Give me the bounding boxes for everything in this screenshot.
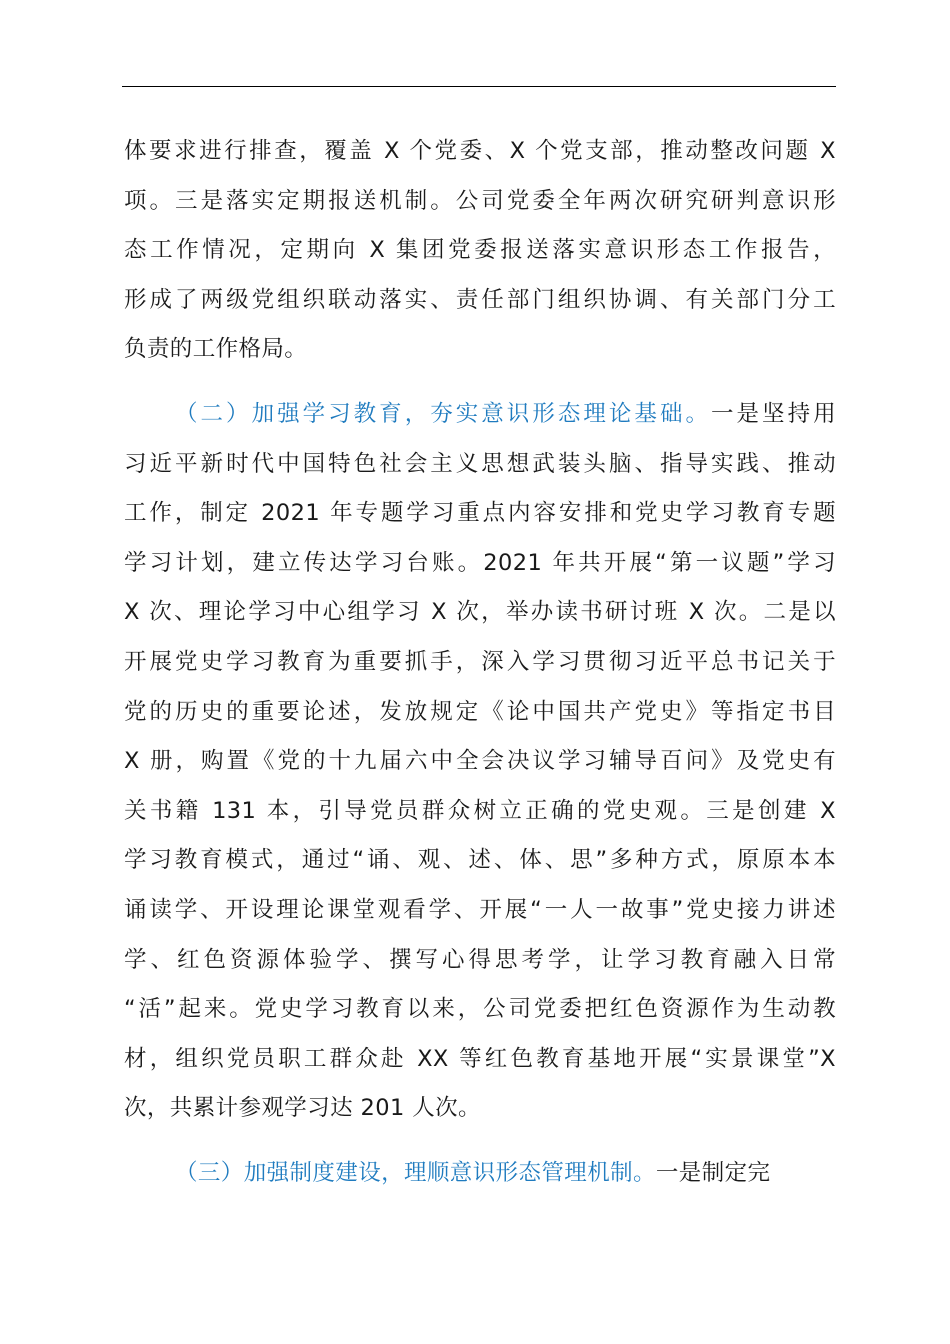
text-line: 关书籍 131 本，引导党员群众树立正确的党史观。三是创建 X: [124, 797, 836, 824]
text-line: 项。三是落实定期报送机制。公司党委全年两次研究研判意识形: [124, 187, 836, 214]
paragraph-2: [124, 390, 836, 1134]
text-line: 体要求进行排查，覆盖 X 个党委、X 个党支部，推动整改问题 X: [124, 138, 836, 164]
text-line: “活”起来。党史学习教育以来，公司党委把红色资源作为生动教: [124, 996, 836, 1023]
text-line: 学习教育模式，通过“诵、观、述、体、思”多种方式，原原本本: [124, 847, 836, 874]
text-line: 材，组织党员职工群众赴 XX 等红色教育基地开展“实景课堂”X: [124, 1045, 836, 1072]
text-line: 习近平新时代中国特色社会主义思想武装头脑、指导实践、推动: [124, 450, 836, 477]
text-line: 诵读学、开设理论课堂观看学、开展“一人一故事”党史接力讲述: [124, 896, 836, 923]
text-line: 次，共累计参观学习达 201 人次。: [124, 1095, 481, 1122]
section-heading-3: （三）加强制度建设，理顺意识形态管理机制。: [175, 1159, 656, 1186]
document-body: [124, 127, 836, 1198]
text-span: 一是坚持用: [711, 400, 836, 427]
paragraph-1: [124, 127, 836, 375]
text-line: 工作，制定 2021 年专题学习重点内容安排和党史学习教育专题: [124, 500, 836, 527]
text-line: X 册，购置《党的十九届六中全会决议学习辅导百问》及党史有: [124, 748, 836, 775]
text-line: 学、红色资源体验学、撰写心得思考学，让学习教育融入日常: [124, 946, 836, 973]
text-line: [124, 1149, 836, 1199]
text-line: 党的历史的重要论述，发放规定《论中国共产党史》等指定书目: [124, 698, 836, 725]
text-line: 开展党史学习教育为重要抓手，深入学习贯彻习近平总书记关于: [124, 648, 836, 675]
text-line: 负责的工作格局。: [124, 336, 308, 363]
header-rule: [122, 86, 836, 87]
text-line: [124, 390, 836, 440]
text-line: X 次、理论学习中心组学习 X 次，举办读书研讨班 X 次。二是以: [124, 599, 836, 626]
section-heading-2: （二）加强学习教育，夯实意识形态理论基础。: [175, 400, 711, 427]
text-line: 形成了两级党组织联动落实、责任部门组织协调、有关部门分工: [124, 286, 836, 313]
text-line: 学习计划，建立传达学习台账。2021 年共开展“第一议题”学习: [124, 549, 836, 576]
text-line: 态工作情况，定期向 X 集团党委报送落实意识形态工作报告，: [124, 237, 836, 264]
paragraph-3: [124, 1149, 836, 1199]
text-span: 一是制定完: [655, 1159, 771, 1186]
